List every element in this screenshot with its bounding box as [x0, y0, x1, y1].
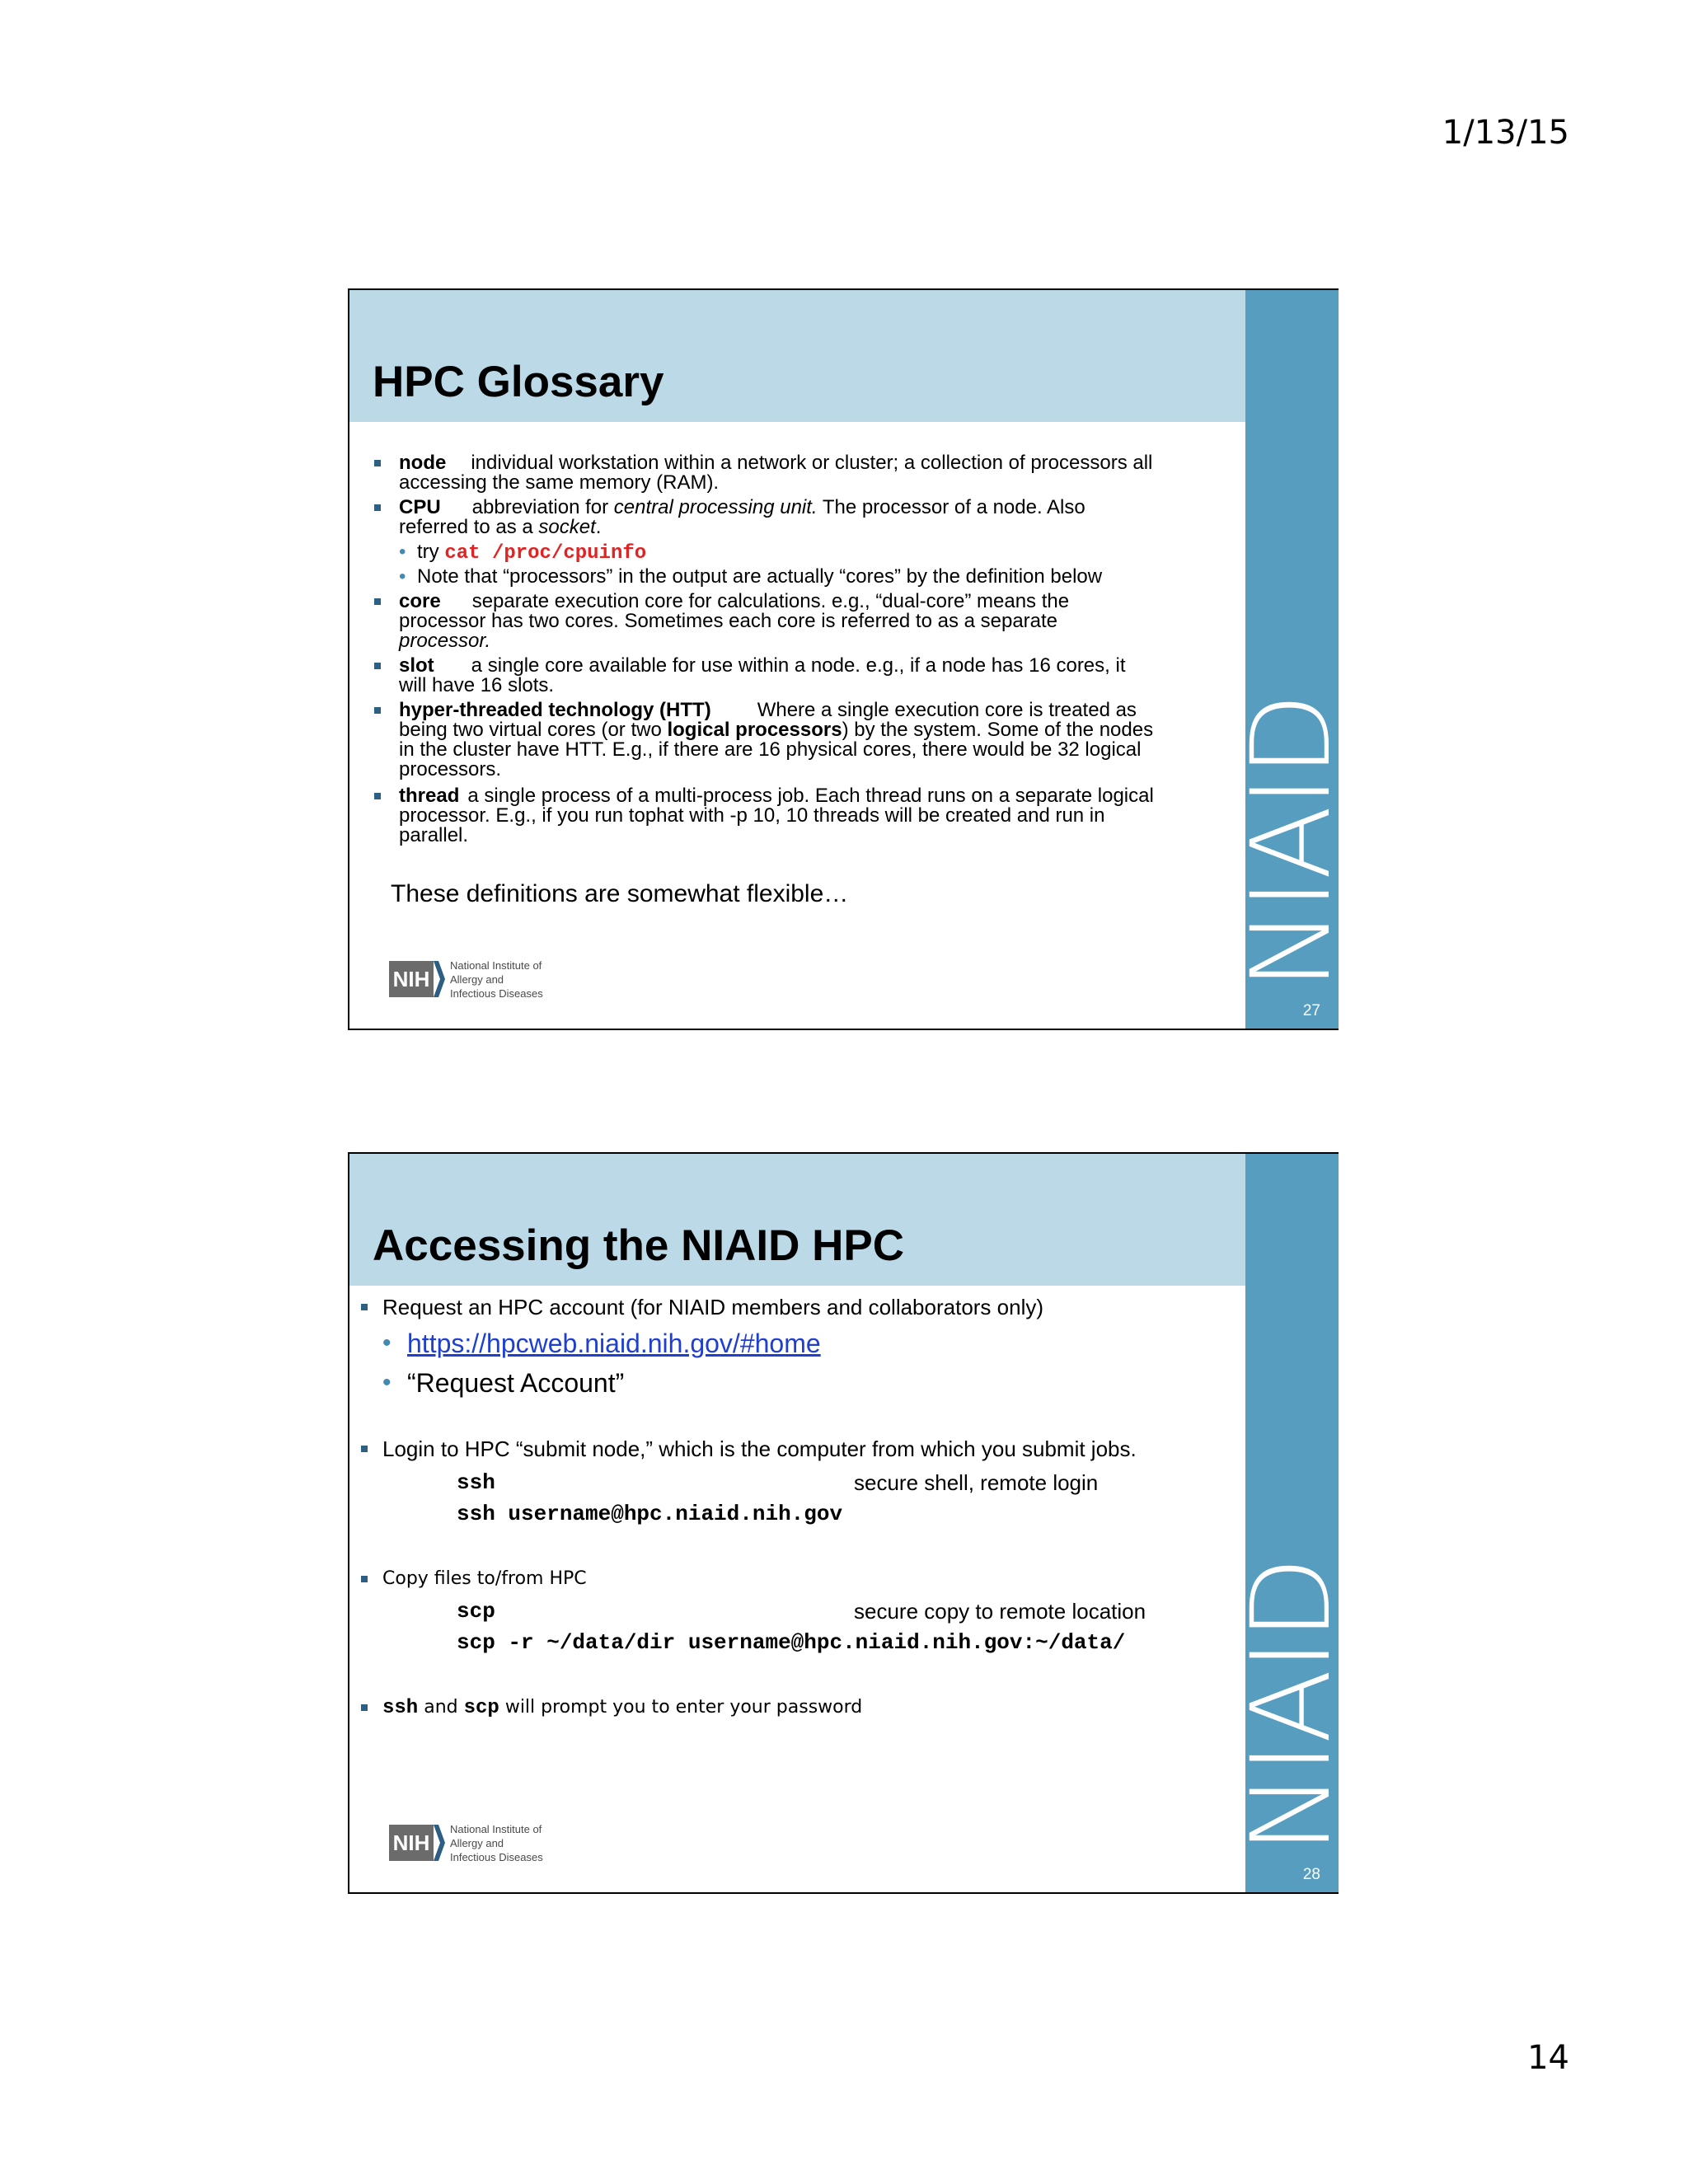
- sub-text: “Request Account”: [407, 1368, 625, 1398]
- bullet-square: [374, 707, 381, 714]
- nih-line: Infectious Diseases: [450, 987, 543, 1000]
- term-slot: slot: [399, 654, 434, 677]
- def-node-line1: individual workstation within a network or cluster; a collection of processors all: [471, 452, 1153, 474]
- page-date: 1/13/15: [1442, 114, 1569, 152]
- cmd-ssh-example: ssh username@hpc.niaid.nih.gov: [457, 1502, 843, 1526]
- def-cpu-text: abbreviation for: [471, 496, 614, 518]
- side-band: [1228, 1154, 1355, 1892]
- def-core-line2: processor has two cores. Sometimes each core is referred to as a separate: [399, 610, 1058, 632]
- code-cpuinfo: cat /proc/cpuinfo: [444, 542, 647, 565]
- code-ssh: ssh: [382, 1697, 419, 1719]
- bullet-text: and: [418, 1697, 464, 1718]
- def-htt-text: ) by the system. Some of the nodes: [842, 719, 1154, 741]
- bullet-text: will prompt you to enter your password: [499, 1697, 863, 1718]
- sub-text: Note that “processors” in the output are actually “cores” by the definition below: [417, 565, 1103, 588]
- slide-number: 27: [1302, 1002, 1320, 1019]
- bullet-square: [374, 460, 381, 466]
- def-cpu-text: The processor of a node. Also: [817, 496, 1085, 518]
- term-thread: thread: [399, 785, 460, 807]
- def-node-line2: accessing the same memory (RAM).: [399, 471, 720, 494]
- def-core-line1: separate execution core for calculations. e.g., “dual-core” means the: [471, 590, 1070, 612]
- bullet-text: Copy files to/from HPC: [382, 1568, 587, 1589]
- sub-text: try: [417, 541, 445, 563]
- bullet-text: Request an HPC account (for NIAID members and collaborators only): [382, 1295, 1044, 1319]
- term-node: node: [399, 452, 447, 474]
- slide-number: 28: [1302, 1866, 1320, 1883]
- def-htt-line3: in the cluster have HTT. E.g., if there are 16 physical cores, there would be 32 logical: [399, 738, 1142, 761]
- term-cpu: CPU: [399, 496, 441, 518]
- bullet-square: [374, 504, 381, 511]
- bullet-square: [374, 663, 381, 669]
- nih-abbr: NIH: [389, 1825, 434, 1861]
- page-number: 14: [1527, 2039, 1569, 2077]
- nih-line: National Institute of: [450, 1822, 542, 1835]
- def-thread-line2: processor. E.g., if you run tophat with -p 10, 10 threads will be created and run in: [399, 804, 1105, 827]
- niaid-logo: NIAID: [1228, 694, 1355, 991]
- bullet-square: [361, 1446, 368, 1452]
- def-htt-bold: logical processors: [667, 719, 842, 741]
- nih-logo: [389, 958, 543, 1001]
- def-core-line3: processor.: [399, 630, 491, 652]
- def-slot-line2: will have 16 slots.: [399, 674, 555, 696]
- nih-line: Infectious Diseases: [450, 1850, 543, 1863]
- def-htt-text: being two virtual cores (or two: [399, 719, 668, 741]
- cmd-ssh: ssh: [457, 1470, 495, 1495]
- nih-logo: [389, 1821, 543, 1864]
- slide-title: Accessing the NIAID HPC: [373, 1221, 904, 1270]
- def-cpu-text: referred to as a: [399, 516, 539, 538]
- slide-accessing-hpc: [348, 1152, 1355, 1894]
- cmd-scp-example: scp -r ~/data/dir username@hpc.niaid.nih.gov:~/data/: [457, 1630, 1126, 1655]
- nih-text: [450, 958, 543, 1001]
- def-htt-line4: processors.: [399, 758, 502, 780]
- bullet-dot: •: [382, 1329, 392, 1357]
- def-thread-line3: parallel.: [399, 824, 469, 846]
- cmd-scp: scp: [457, 1599, 495, 1624]
- bullet-square: [361, 1576, 368, 1582]
- nih-line: Allergy and: [450, 972, 504, 986]
- footnote: These definitions are somewhat flexible…: [391, 880, 849, 907]
- nih-abbr: NIH: [389, 961, 434, 997]
- bullet-dot: •: [399, 541, 406, 563]
- slide-title: HPC Glossary: [373, 358, 664, 406]
- def-slot-line1: a single core available for use within a node. e.g., if a node has 16 cores, it: [471, 654, 1126, 677]
- niaid-logo: NIAID: [1228, 1558, 1355, 1854]
- nih-line: Allergy and: [450, 1836, 504, 1849]
- title-band: [349, 290, 1245, 422]
- term-core: core: [399, 590, 441, 612]
- nih-text: [450, 1822, 543, 1864]
- def-htt-line1: Where a single execution core is treated as: [757, 699, 1137, 721]
- bullet-square: [361, 1704, 368, 1711]
- chevron-right-icon: [434, 961, 445, 997]
- chevron-right-icon: [434, 1825, 445, 1861]
- bullet-square: [374, 793, 381, 799]
- hpcweb-link[interactable]: https://hpcweb.niaid.nih.gov/#home: [407, 1329, 821, 1358]
- slide-hpc-glossary: [348, 288, 1355, 1030]
- title-band: [349, 1154, 1245, 1286]
- bullet-dot: •: [399, 565, 406, 588]
- cmd-scp-desc: secure copy to remote location: [854, 1599, 1146, 1624]
- bullet-square: [361, 1304, 368, 1310]
- bullet-dot: •: [382, 1369, 392, 1396]
- bullet-square: [374, 598, 381, 605]
- code-scp: scp: [463, 1697, 499, 1719]
- def-thread-line1: a single process of a multi-process job. Each thread runs on a separate logical: [467, 785, 1154, 807]
- def-cpu-emphasis: central processing unit.: [613, 496, 818, 518]
- side-band: [1228, 290, 1355, 1029]
- def-cpu-text: .: [595, 516, 602, 538]
- def-cpu-emphasis: socket: [538, 516, 596, 538]
- bullet-text: Login to HPC “submit node,” which is the computer from which you submit jobs.: [382, 1436, 1137, 1461]
- nih-line: National Institute of: [450, 958, 542, 972]
- term-htt: hyper-threaded technology (HTT): [399, 699, 711, 721]
- cmd-ssh-desc: secure shell, remote login: [854, 1470, 1099, 1495]
